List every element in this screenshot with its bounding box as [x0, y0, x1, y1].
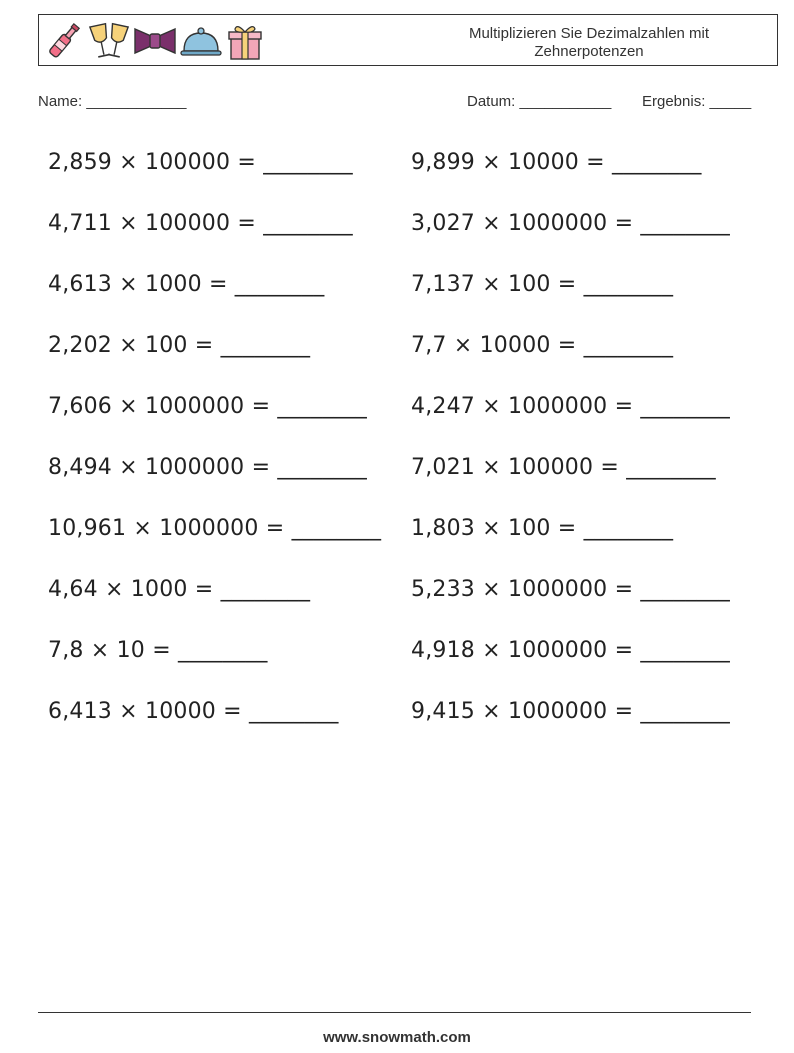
problem-right-3: 7,137 × 100 = ________: [411, 272, 674, 297]
problem-right-10: 9,415 × 1000000 = ________: [411, 699, 731, 724]
problem-left-5: 7,606 × 1000000 = ________: [48, 394, 368, 419]
problem-left-4: 2,202 × 100 = ________: [48, 333, 311, 358]
problem-left-9: 7,8 × 10 = ________: [48, 638, 268, 663]
problem-left-1: 2,859 × 100000 = ________: [48, 150, 353, 175]
problem-left-6: 8,494 × 1000000 = ________: [48, 455, 368, 480]
problem-left-3: 4,613 × 1000 = ________: [48, 272, 325, 297]
problem-left-8: 4,64 × 1000 = ________: [48, 577, 311, 602]
title-line-1: Multiplizieren Sie Dezimalzahlen mit: [468, 25, 710, 42]
score-field: Ergebnis: _____: [642, 93, 752, 110]
problem-left-2: 4,711 × 100000 = ________: [48, 211, 353, 236]
problem-right-6: 7,021 × 100000 = ________: [411, 455, 716, 480]
footer-divider: [38, 1012, 751, 1013]
header-icons: [43, 19, 265, 63]
date-field: Datum: ___________: [467, 93, 612, 110]
name-field: Name: ____________: [38, 93, 187, 110]
champagne-bottle-icon: [43, 21, 85, 61]
problem-left-7: 10,961 × 1000000 = ________: [48, 516, 382, 541]
worksheet-header: [38, 14, 778, 66]
problem-right-7: 1,803 × 100 = ________: [411, 516, 674, 541]
problem-left-10: 6,413 × 10000 = ________: [48, 699, 339, 724]
title-line-2: Zehnerpotenzen: [534, 43, 644, 60]
footer-website: www.snowmath.com: [323, 1029, 471, 1046]
problem-right-5: 4,247 × 1000000 = ________: [411, 394, 731, 419]
problem-right-1: 9,899 × 10000 = ________: [411, 150, 702, 175]
bow-tie-icon: [133, 21, 177, 61]
champagne-glasses-icon: [87, 21, 131, 61]
problem-right-4: 7,7 × 10000 = ________: [411, 333, 674, 358]
serving-cloche-icon: [179, 21, 223, 61]
problem-right-8: 5,233 × 1000000 = ________: [411, 577, 731, 602]
worksheet-title: [419, 25, 759, 61]
problem-right-2: 3,027 × 1000000 = ________: [411, 211, 731, 236]
gift-box-icon: [225, 21, 265, 61]
problem-right-9: 4,918 × 1000000 = ________: [411, 638, 731, 663]
